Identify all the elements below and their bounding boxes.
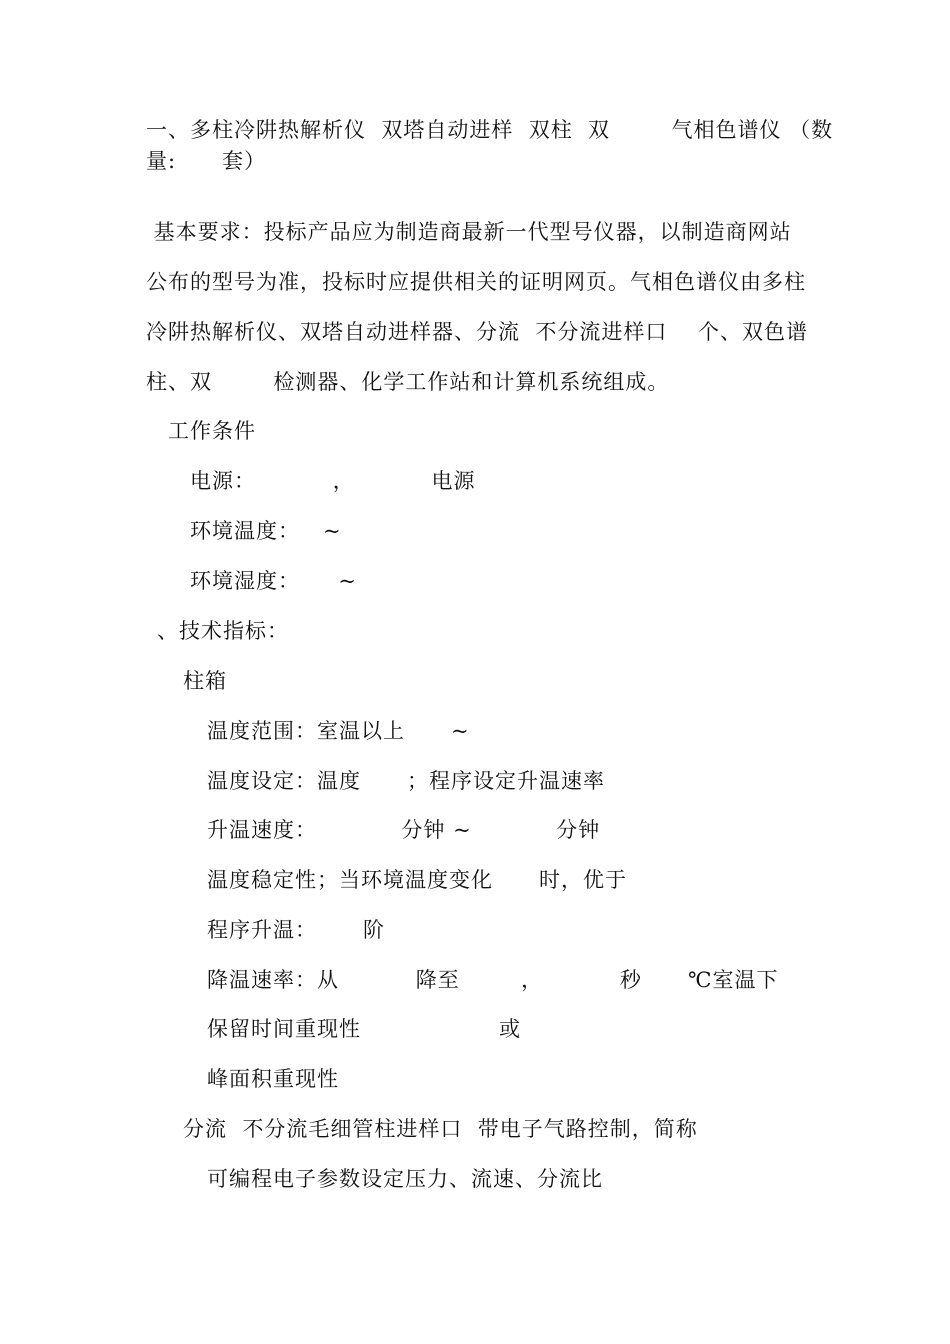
oven-spec-temp-stability: 温度稳定性；当环境温度变化 时，优于 [207,868,628,892]
inlet-title: 分流 不分流毛细管柱进样口 带电子气路控制，简称 [183,1117,698,1141]
working-condition-power: 电源： ， 电源 [190,469,476,493]
heading-line-1: 一、多柱冷阱热解析仪 双塔自动进样 双柱 双 气相色谱仪 （数 [146,118,834,142]
basic-requirements-line-3: 冷阱热解析仪、双塔自动进样器、分流 不分流进样口 个、双色谱 [146,320,809,344]
working-conditions-title: 工作条件 [168,419,256,443]
oven-spec-peak-area-repeatability: 峰面积重现性 [207,1067,339,1091]
working-condition-humidity: 环境湿度： ~ [190,569,357,593]
inlet-spec-programmable: 可编程电子参数设定压力、流速、分流比 [207,1167,603,1191]
heading-line-2: 量: 套） [146,149,267,173]
basic-requirements-line-2: 公布的型号为准，投标时应提供相关的证明网页。气相色谱仪由多柱 [146,270,806,294]
oven-spec-cooling-rate: 降温速率：从 降至 ， 秒 ℃室温下 [207,968,779,992]
basic-requirements-line-4: 柱、双 检测器、化学工作站和计算机系统组成。 [146,370,670,394]
basic-requirements-line-1: 基本要求：投标产品应为制造商最新一代型号仪器，以制造商网站 [146,220,792,244]
oven-spec-temp-setting: 温度设定：温度 ；程序设定升温速率 [207,769,606,793]
oven-spec-retention-repeatability: 保留时间重现性 或 [207,1017,522,1041]
oven-spec-temp-range: 温度范围：室温以上 ~ [207,719,470,743]
oven-spec-program-ramp: 程序升温： 阶 [207,918,386,942]
working-condition-temperature: 环境温度： ~ [190,519,342,543]
technical-specs-title: 、技术指标： [157,619,289,643]
oven-spec-ramp-rate: 升温速度： 分钟 ~ 分钟 [207,818,601,842]
column-oven-title: 柱箱 [183,669,227,693]
